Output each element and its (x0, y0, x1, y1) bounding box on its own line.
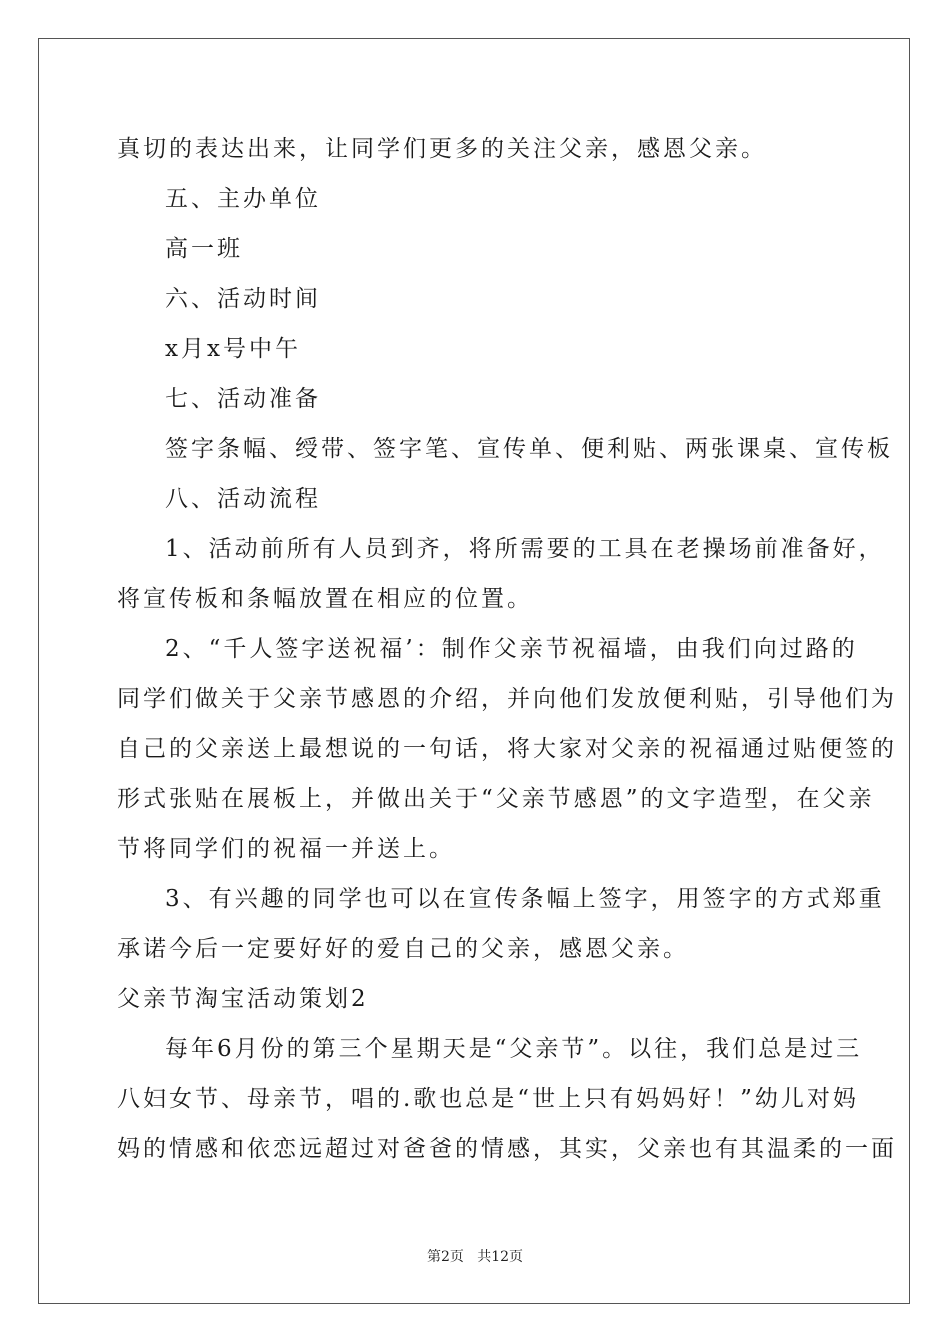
text-line: 真切的表达出来，让同学们更多的关注父亲，感恩父亲。 (117, 136, 767, 162)
document-body (117, 124, 897, 1174)
text-line: 承诺今后一定要好好的爱自己的父亲，感恩父亲。 (117, 936, 689, 962)
text-line: 高一班 (165, 236, 243, 262)
section-heading-process: 八、活动流程 (165, 486, 321, 512)
section-heading-preparation: 七、活动准备 (165, 386, 321, 412)
text-line: 同学们做关于父亲节感恩的介绍，并向他们发放便利贴，引导他们为 (117, 686, 897, 712)
text-line: 1、活动前所有人员到齐，将所需要的工具在老操场前准备好， (165, 536, 885, 562)
text-line: 节将同学们的祝福一并送上。 (117, 836, 455, 862)
text-line: 自己的父亲送上最想说的一句话，将大家对父亲的祝福通过贴便签的 (117, 736, 897, 762)
section-heading-time: 六、活动时间 (165, 286, 321, 312)
text-line: 签字条幅、绶带、签字笔、宣传单、便利贴、两张课桌、宣传板 (165, 436, 893, 462)
text-line: 八妇女节、母亲节，唱的.歌也总是“世上只有妈妈好！”幼儿对妈 (117, 1086, 859, 1112)
text-line: 2、“千人签字送祝福’：制作父亲节祝福墙，由我们向过路的 (165, 636, 858, 662)
section-heading-organizer: 五、主办单位 (165, 186, 321, 212)
text-line: 每年6月份的第三个星期天是“父亲节”。以往，我们总是过三 (165, 1036, 863, 1062)
article-title: 父亲节淘宝活动策划2 (117, 986, 369, 1012)
text-line: 妈的情感和依恋远超过对爸爸的情感，其实，父亲也有其温柔的一面 (117, 1136, 897, 1162)
page-number-footer: 第2页 共12页 (426, 1249, 524, 1265)
text-line: 将宣传板和条幅放置在相应的位置。 (117, 586, 533, 612)
text-line: x月x号中午 (165, 336, 301, 362)
text-line: 3、有兴趣的同学也可以在宣传条幅上签字，用签字的方式郑重 (165, 886, 885, 912)
text-line: 形式张贴在展板上，并做出关于“父亲节感恩”的文字造型，在父亲 (117, 786, 875, 812)
